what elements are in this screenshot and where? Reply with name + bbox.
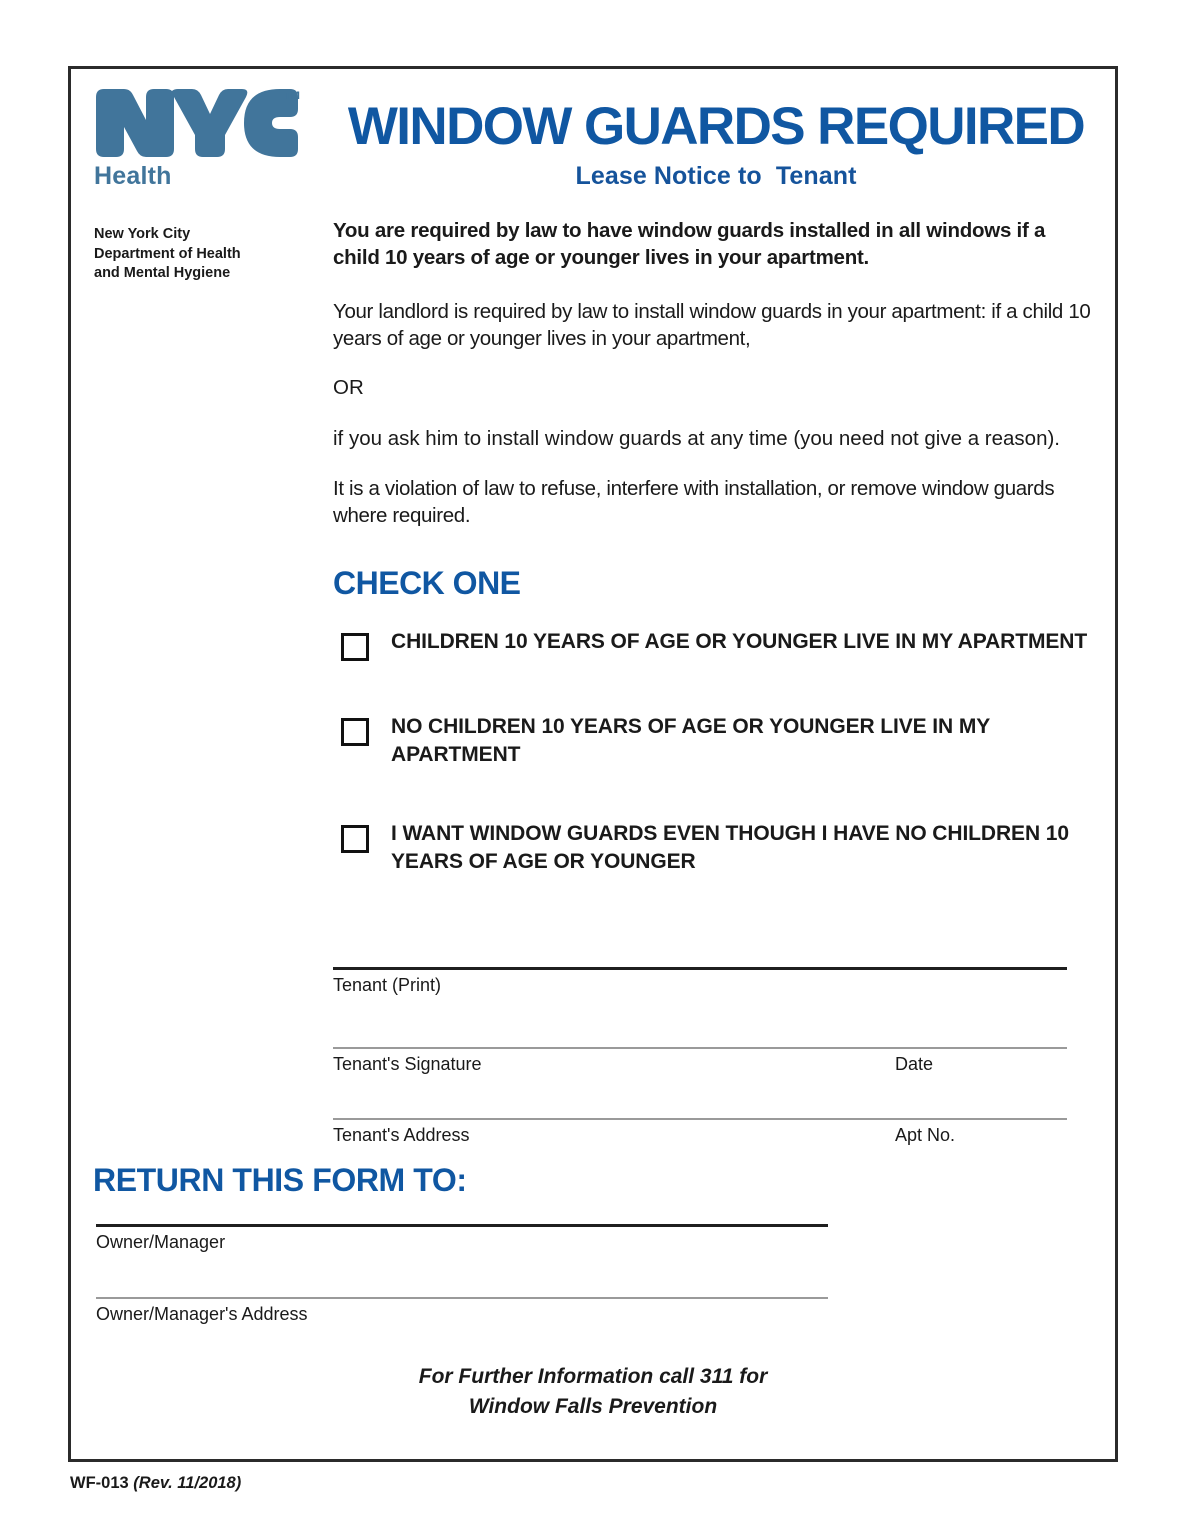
request-installation-paragraph: if you ask him to install window guards at any time (you need not give a reason). — [333, 427, 1060, 451]
field-spacer — [333, 997, 1067, 1047]
checkbox-label-want-guards-anyway: I WANT WINDOW GUARDS EVEN THOUGH I HAVE NO CHILDREN 10 YEARS OF AGE OR YOUNGER — [391, 822, 1069, 874]
tenant-address-label: Tenant's Address — [333, 1125, 470, 1146]
department-line-1: New York City — [94, 226, 191, 242]
tenant-print-rule — [333, 967, 1067, 970]
nyc-health-logo — [94, 87, 319, 189]
form-number — [70, 1474, 241, 1493]
page-title: WINDOW GUARDS REQUIRED — [347, 97, 1085, 156]
owner-manager-field[interactable] — [96, 1224, 828, 1254]
form-page-frame — [68, 66, 1118, 1462]
owner-manager-rule — [96, 1224, 828, 1227]
checkbox-option-children-live-here[interactable] — [341, 628, 1093, 661]
department-line-2: Department of Health — [94, 245, 241, 262]
svg-text:TM: TM — [284, 90, 300, 102]
checkbox-input-children-live-here[interactable] — [341, 633, 369, 661]
owner-manager-address-label: Owner/Manager's Address — [96, 1303, 308, 1324]
checkbox-label-no-children: NO CHILDREN 10 YEARS OF AGE OR YOUNGER LIVE IN MY APARTMENT — [391, 715, 990, 766]
field-spacer — [96, 1254, 828, 1297]
field-spacer — [333, 1075, 1067, 1118]
checkbox-label-children-live-here: CHILDREN 10 YEARS OF AGE OR YOUNGER LIVE IN MY APARTMENT — [391, 630, 1088, 653]
tenant-signature-label: Tenant's Signature — [333, 1053, 482, 1074]
violation-paragraph: It is a violation of law to refuse, interfere with installation, or remove window guards where required. — [333, 476, 1055, 527]
landlord-requirement-paragraph: Your landlord is required by law to install window guards in your apartment: if a child 10 years of age or younger lives in your apartment, — [333, 299, 1091, 350]
further-information-line-1: For Further Information call 311 for — [418, 1365, 768, 1388]
tenant-signature-rule — [333, 1047, 1067, 1049]
checkbox-option-no-children[interactable] — [341, 713, 1093, 768]
checkbox-input-no-children[interactable] — [341, 718, 369, 746]
tenant-address-rule — [333, 1118, 1067, 1120]
department-line-3: and Mental Hygiene — [94, 265, 231, 282]
owner-fields-block — [96, 1224, 828, 1325]
tenant-address-field[interactable] — [333, 1118, 1067, 1147]
return-form-heading: RETURN THIS FORM TO: — [93, 1162, 467, 1198]
tenant-signature-field[interactable] — [333, 1047, 1067, 1076]
check-one-heading: CHECK ONE — [333, 565, 521, 601]
checkbox-option-want-guards-anyway[interactable] — [341, 820, 1093, 875]
owner-manager-label: Owner/Manager — [96, 1232, 226, 1252]
tenant-fields-block — [333, 967, 1067, 1147]
tenant-date-label: Date — [895, 1053, 934, 1074]
or-separator-text: OR — [333, 376, 364, 399]
form-number-code: WF-013 — [70, 1474, 129, 1492]
tenant-apt-label: Apt No. — [895, 1125, 956, 1146]
page-subtitle: Lease Notice to Tenant — [575, 161, 857, 190]
checkbox-options-list — [341, 628, 1093, 876]
tenant-print-label: Tenant (Print) — [333, 975, 442, 995]
nyc-logo-icon — [94, 87, 301, 161]
form-body-content — [333, 217, 1093, 876]
checkbox-input-want-guards-anyway[interactable] — [341, 825, 369, 853]
further-information-line-2: Window Falls Prevention — [468, 1395, 718, 1419]
tenant-print-field[interactable] — [333, 967, 1067, 997]
logo-health-label: Health — [94, 162, 172, 190]
owner-manager-address-rule — [96, 1297, 828, 1299]
title-block — [321, 99, 1111, 191]
further-information-note — [71, 1362, 1115, 1423]
form-number-revision: (Rev. 11/2018) — [133, 1474, 242, 1492]
owner-manager-address-field[interactable] — [96, 1297, 828, 1326]
notice-requirement-paragraph: You are required by law to have window guards installed in all windows if a child 10 years of age or younger lives in your apartment. — [333, 219, 1046, 270]
department-name — [94, 225, 324, 284]
